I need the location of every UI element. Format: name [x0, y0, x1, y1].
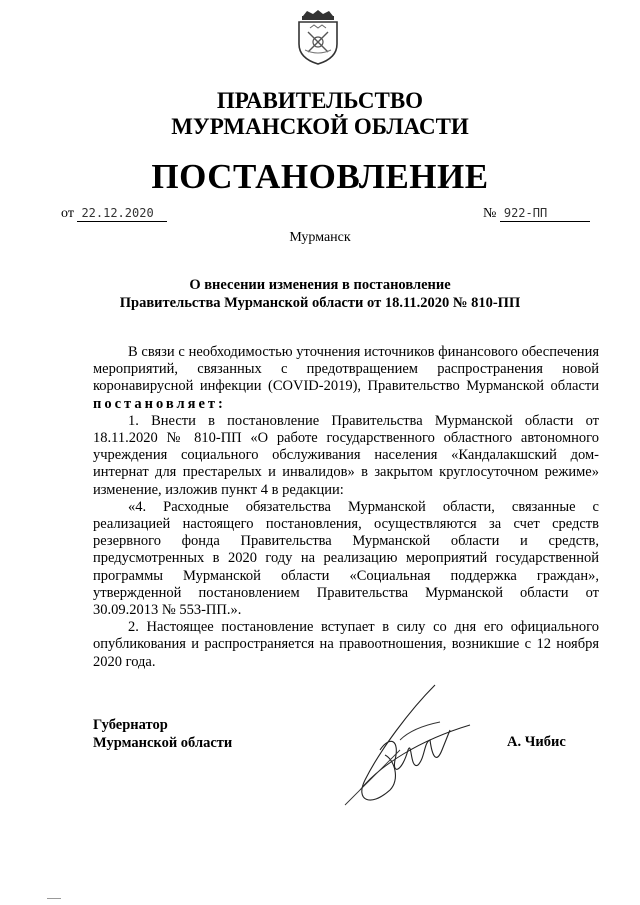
date-value: 22.12.2020 — [77, 206, 167, 222]
document-subject — [0, 276, 640, 312]
document-type-title: ПОСТАНОВЛЕНИЕ — [151, 157, 489, 196]
resolves-keyword: постановляет: — [93, 395, 226, 412]
number-value: 922-ПП — [500, 206, 590, 222]
city-name: Мурманск — [289, 230, 351, 245]
document-body — [93, 344, 599, 671]
subject-line1: О внесении изменения в постановление — [189, 277, 451, 293]
subject-line2: Правительства Мурманской области от 18.11.2020 № 810-ПП — [119, 295, 521, 311]
preamble-text: В связи с необходимостью уточнения источников финансового обеспечения мероприятий, связанных с предотвращением распространения новой коронавирусной инфекции (COVID-2019), Правительство Мурманской области — [93, 344, 599, 395]
coat-of-arms-emblem — [293, 8, 343, 66]
organization-name-line2: МУРМАНСКОЙ ОБЛАСТИ — [171, 114, 469, 139]
handwritten-signature — [340, 680, 490, 815]
date-prefix: от — [61, 206, 74, 221]
paragraph-item-2: 2. Настоящее постановление вступает в силу со дня его официального опубликования и распространяется на правоотношения, возникшие с 12 ноября 2020 года. — [93, 619, 599, 670]
paragraph-item-1: 1. Внести в постановление Правительства Мурманской области от 18.11.2020 № 810-ПП «О работе государственного областного автономного учреждения социального обслуживания населения «Кандалакшский дом-интернат для престарелых и инвалидов» в закрытом круглосуточном режиме» изменение, изложив пункт 4 в редакции: — [93, 412, 599, 498]
paragraph-preamble — [93, 344, 599, 413]
signatory-title-line1: Губернатор — [93, 717, 168, 733]
number-prefix: № — [483, 206, 497, 221]
signatory-name: А. Чибис — [507, 734, 566, 750]
paragraph-item-4-quote: «4. Расходные обязательства Мурманской области, связанные с реализацией настоящего постановления, осуществляются за счет средств резервного фонда Правительства Мурманской области и средств, предусмотренных в 2020 году на реализацию мероприятий государственной программы Мурманской области «Социальная поддержка граждан», утвержденной постановлением Правительства Мурманской области от 30.09.2013 № 553-ПП.». — [93, 498, 599, 619]
document-date — [61, 206, 167, 222]
signatory-title-line2: Мурманской области — [93, 735, 233, 751]
document-number — [483, 206, 590, 222]
organization-name-line1: ПРАВИТЕЛЬСТВО — [216, 88, 424, 113]
page-corner-mark — [47, 898, 61, 899]
signatory-title — [93, 716, 232, 752]
